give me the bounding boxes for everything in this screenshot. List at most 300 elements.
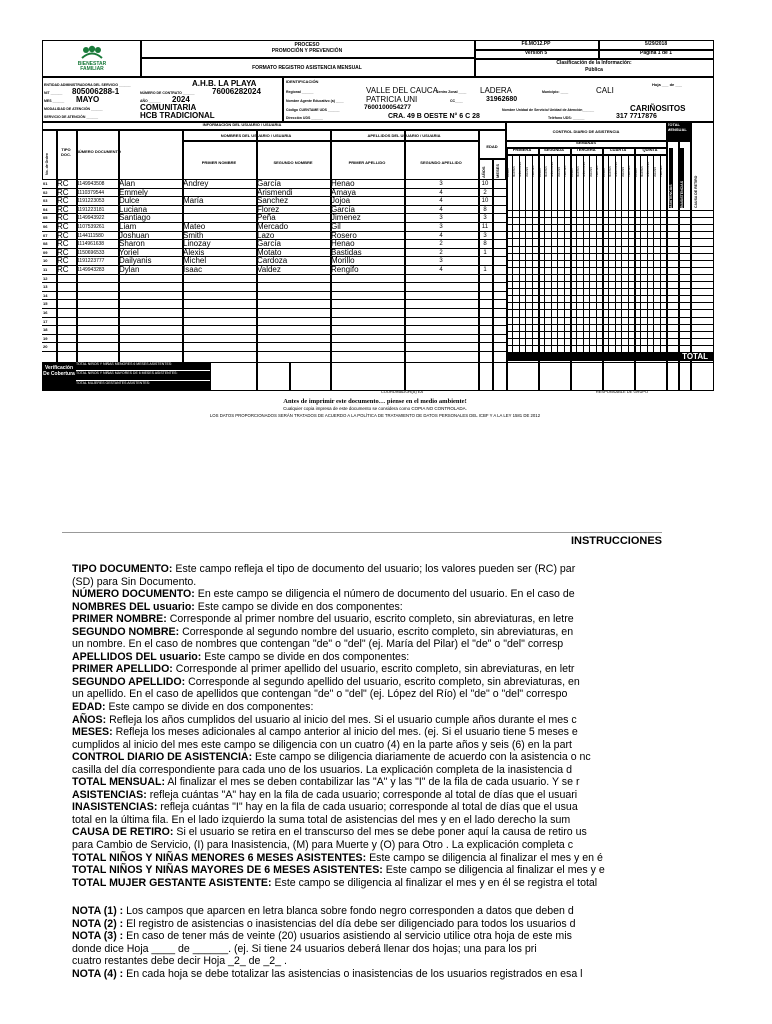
primer-nombre-cell (119, 343, 181, 352)
meses-cell (479, 318, 491, 327)
segundo-nombre-cell (183, 206, 255, 215)
eas-value: A.H.B. LA PLAYA (192, 79, 257, 88)
total-mayores: TOTAL NIÑOS Y NIÑAS MAYORES DE 6 MESES ASISTENTES: (76, 371, 210, 381)
anios-cell (405, 292, 477, 301)
day-label: JUEVES (525, 166, 529, 177)
orden-cell: 17 (43, 318, 48, 324)
primer-apellido-cell (257, 292, 329, 301)
segundo-nombre-cell (183, 326, 255, 335)
anios-cell (405, 309, 477, 318)
day-label: MIÉRCOLES (647, 161, 651, 177)
num-doc-cell: 1191223181 (77, 206, 105, 213)
day-label: MIÉRCOLES (583, 161, 587, 177)
tipo-doc-cell (57, 318, 75, 327)
meses-cell (479, 275, 491, 284)
eas-label: ENTIDAD ADMINISTRADORA DEL SERVICIO ______ (44, 83, 131, 87)
anios-cell (405, 318, 477, 327)
meses-header: MESES (495, 163, 500, 178)
primer-apellido-cell (257, 335, 329, 344)
tipo-doc-cell: RC (57, 256, 69, 266)
num-doc-cell: 1191223777 (77, 258, 105, 265)
orden-cell: 08 (43, 241, 48, 247)
table-row (42, 300, 506, 309)
primer-nombre-cell: Joshuan (119, 230, 150, 240)
orden-cell: 16 (43, 310, 48, 315)
primer-nombre-cell (119, 318, 181, 327)
servicio-label: SERVICIO DE ATENCIÓN ______ (44, 115, 99, 119)
segundo-nombre-cell (183, 275, 255, 284)
instruction-line: EDAD: Este campo se divide en dos componentes: (72, 701, 314, 714)
segundo-apellido-cell (331, 300, 403, 309)
causa-retiro-header: CAUSA DE RETIRO (694, 175, 698, 208)
anios-cell: 3 (439, 258, 443, 265)
datos-note: LOS DATOS PROPORCIONADOS SERÁN TRATADOS DE ACUERDO A LA POLÍTICA DE TRATAMIENTO DE DATOS PERSONALES DEL ICBF Y A LA LEY 1581 DE 2012 (209, 413, 541, 418)
instruction-line: CAUSA DE RETIRO: Si el usuario se retira en el transcurso del mes se debe poner aquí la causa de retiro us (72, 826, 587, 839)
primer-apellido-cell: Cardoza (257, 256, 288, 266)
codigo: F6.MO12.PP (521, 41, 551, 47)
version: Versión 5 (524, 50, 548, 56)
tipo-doc-cell: RC (57, 187, 69, 197)
day-label: JUEVES (557, 166, 561, 177)
day-label: LUNES (538, 168, 542, 177)
instruction-line: un nombre. En el caso de nombres que contengan "de" o "del" (ej. María del Pilar) el "de" o "del" corresp (72, 638, 564, 651)
primer-nombre-cell (119, 309, 181, 318)
tipo-doc-cell (57, 343, 75, 352)
day-label: VIERNES (564, 165, 568, 177)
tipo-doc-cell: RC (57, 213, 69, 223)
logo (70, 45, 114, 73)
user-table (42, 180, 506, 352)
instruction-line: NOTA (3) : En caso de tener más de veinte (20) usuarios asistiendo al servicio utilice otra hoja de este mis (72, 930, 572, 943)
ambiente-note: Antes de imprimir este documento… piense en el medio ambiente! (283, 398, 467, 405)
orden-cell: 13 (43, 284, 48, 290)
primer-nombre-cell: Luciana (119, 204, 148, 214)
instruction-line: un apellido. En el caso de apellidos que contengan "de" o "del" (ej. López del Río) el "de" o "del" correspo (72, 688, 568, 701)
day-label: VIERNES (532, 165, 536, 177)
instruction-line: AÑOS: Refleja los años cumplidos del usuario al inicio del mes. Si el usuario cumple años durante el mes c (72, 713, 577, 726)
tipo-doc-cell: RC (57, 247, 69, 257)
total-mensual-header: TOTAL MENSUAL (666, 122, 690, 142)
identificacion-label: IDENTIFICACIÓN (286, 79, 319, 84)
tipo-doc-cell: RC (57, 230, 69, 240)
nit-label: NIT ______ (44, 91, 63, 95)
instruction-line: MESES: Refleja los meses adicionales al campo anterior al inicio del mes. (ej. Si el usuario tiene 5 meses e (72, 726, 578, 739)
meses-cell: 1 (483, 267, 487, 273)
anios-cell: 4 (439, 267, 443, 273)
num-doc-cell (77, 326, 117, 335)
day-label: LUNES (634, 168, 638, 177)
meses-cell (479, 335, 491, 344)
segundo-nombre-cell (183, 335, 255, 344)
instruction-line: CONTROL DIARIO DE ASISTENCIA: Este campo se diligencia diariamente de acuerdo con la asistencia o nc (72, 751, 591, 764)
orden-cell: 01 (43, 181, 48, 186)
hoja-label: Hoja ___ de ___ (652, 82, 683, 87)
segundo-apellido-cell: Henao (331, 239, 355, 249)
day-label: MIÉRCOLES (551, 161, 555, 177)
segundo-apellido-cell (331, 309, 403, 318)
segundo-apellido-cell: Amaya (331, 187, 356, 197)
table-row (42, 309, 506, 318)
primer-apellido-cell (257, 318, 329, 327)
orden-cell: 04 (43, 206, 48, 212)
formato-title: FORMATO REGISTRO ASISTENCIA MENSUAL (252, 65, 362, 71)
primer-nombre-cell: Santiago (119, 213, 151, 223)
num-doc-cell: 1114961638 (77, 241, 105, 248)
day-label: LUNES (602, 168, 606, 177)
tipo-doc-cell: RC (57, 239, 69, 249)
num-doc-cell (77, 300, 117, 309)
meses-cell: 10 (481, 198, 489, 205)
instruction-line: NOTA (4) : En cada hoja se debe totalizar las asistencias o inasistencias de los usuarios registrados en esa l (72, 967, 583, 980)
telefono-value: 317 7717876 (616, 113, 657, 120)
cc-value: 31962680 (486, 96, 518, 103)
edad-header: EDAD (486, 144, 498, 149)
orden-cell: 07 (43, 232, 48, 238)
day-label: MIÉRCOLES (615, 161, 619, 177)
day-label: JUEVES (589, 166, 593, 177)
clasificacion: Clasificación de la Información: (556, 60, 632, 66)
orden-cell: 05 (43, 215, 48, 221)
primer-nombre-cell: Alan (119, 179, 136, 188)
segundo-apellido-cell: Henao (331, 179, 355, 188)
total-menores: TOTAL NIÑOS Y NIÑAS MENORES 6 MESES ASISTENTES: (76, 362, 210, 371)
primer-nombre-cell (119, 335, 181, 344)
day-label: MARTES (640, 166, 644, 177)
segundo-apellido-cell: Rengifo (331, 265, 359, 274)
meses-cell: 3 (483, 215, 487, 222)
instruction-line: total en la última fila. En el lado izquierdo la suma total de asistencias del mes y en el lado derecho la sum (72, 813, 571, 826)
instruction-line: APELLIDOS DEL usuario: Este campo se divide en dos componentes: (72, 650, 410, 663)
meses-cell: 8 (483, 206, 487, 213)
segundo-apellido-cell: Morillo (331, 256, 355, 266)
meses-cell (479, 300, 491, 309)
segundo-apellido-cell: Jojoa (331, 196, 351, 206)
primer-apellido-cell (257, 283, 329, 292)
orden-cell: 12 (43, 275, 48, 281)
day-label: JUEVES (653, 166, 657, 177)
instructions-list (72, 563, 772, 981)
segundo-apellido-cell (331, 275, 403, 284)
day-label: MARTES (544, 166, 548, 177)
tipo-doc-cell (57, 309, 75, 318)
primer-nombre-cell (119, 275, 181, 284)
info-usuario-header: INFORMACIÓN DEL USUARIO / USUARIA (202, 122, 282, 127)
orden-cell: 03 (43, 198, 48, 204)
num-doc-cell: 1149943922 (77, 215, 105, 222)
segundo-nombre-cell (183, 309, 255, 318)
no-orden-header: No. de Orden (45, 153, 49, 175)
semanas-label: SEMANAS (575, 140, 596, 145)
cuentame-value: 7600100054277 (364, 104, 411, 111)
segundo-apellido-cell: Bastidas (331, 247, 362, 257)
direccion-value: CRA. 49 B OESTE N° 6 C 28 (388, 113, 480, 120)
primer-apellido-cell (257, 343, 329, 352)
segundo-nombre-cell (183, 283, 255, 292)
primer-apellido-cell: Sanchez (257, 196, 289, 206)
primer-nombre-cell: Liam (119, 222, 137, 231)
nombres-header: NOMBRES DEL USUARIO / USUARIA (220, 133, 292, 138)
orden-cell: 14 (43, 292, 48, 298)
municipio-label: Municipio: ____ (542, 90, 569, 94)
primer-apellido-header: PRIMER APELLIDO (348, 160, 386, 165)
num-doc-cell (77, 335, 117, 344)
segundo-nombre-cell: Smith (183, 230, 204, 240)
segundo-nombre-cell (183, 318, 255, 327)
num-doc-cell (77, 309, 117, 318)
anios-cell (405, 343, 477, 352)
copia-note: Cualquier copia impresa de este documento se considera como COPIA NO CONTROLADA. (283, 406, 467, 411)
orden-cell: 06 (43, 224, 48, 229)
zonal-value: LADERA (480, 86, 513, 95)
tipo-doc-cell: RC (57, 196, 69, 206)
week-label: CUARTA (609, 147, 627, 152)
agente-label: Nombre Agente Educativo (a) ____ (286, 99, 344, 103)
primer-nombre-cell: Dailyanis (119, 256, 152, 266)
responsable-signature: RESPONSABLE DE GRUPO (595, 389, 649, 394)
orden-cell: 15 (43, 301, 48, 307)
instruction-line: NOTA (1) : Los campos que aparcen en letra blanca sobre fondo negro corresponden a datos que deben d (72, 905, 574, 918)
num-doc-cell (77, 275, 117, 284)
tipo-doc-cell (57, 300, 75, 309)
num-doc-cell (77, 292, 117, 301)
primer-apellido-cell: García (257, 239, 282, 249)
instruction-line: NOMBRES DEL usuario: Este campo se divide en dos componentes: (72, 600, 403, 613)
num-doc-cell: 1150696533 (77, 249, 105, 256)
num-doc-cell: 1144111580 (77, 232, 104, 239)
instruction-line: TOTAL MENSUAL: Al finalizar el mes se deben contabilizar las "A" y las "I" de la fila de cada usuario. Y se r (72, 776, 580, 789)
tipo-doc-cell: RC (57, 222, 69, 231)
table-row (42, 283, 506, 292)
tipo-doc-cell: RC (57, 204, 69, 214)
anios-cell (405, 300, 477, 309)
num-doc-cell (77, 343, 117, 352)
num-doc-header: NÚMERO DOCUMENTO (76, 149, 122, 154)
logo-text: BIENESTAR FAMILIAR (77, 60, 107, 73)
instruction-line: PRIMER NOMBRE: Corresponde al primer nombre del usuario, escrito completo, sin abreviaturas, en letre (72, 613, 574, 626)
instructions-panel (62, 532, 662, 1024)
tipo-doc-cell (57, 326, 75, 335)
segundo-apellido-cell (331, 318, 403, 327)
meses-cell (479, 292, 491, 301)
segundo-nombre-cell (183, 300, 255, 309)
tipo-doc-cell (57, 275, 75, 284)
anios-cell (405, 335, 477, 344)
verificacion-cobertura: Verificación De Cobertura (42, 362, 76, 391)
instruction-line: (SD) para Sin Documento. (72, 575, 197, 588)
nit-value: 805006288-1 (72, 87, 120, 96)
table-row (42, 326, 506, 335)
instruction-line: INASISTENCIAS: refleja cuántas "I" hay en la fila de cada usuario; corresponde al total de días que el usua (72, 801, 578, 814)
inasistencias-header: INASISTENCIAS (680, 148, 684, 208)
primer-apellido-cell (257, 275, 329, 284)
primer-apellido-cell: Peña (257, 213, 276, 223)
instruction-line: TOTAL NIÑOS Y NIÑAS MAYORES DE 6 MESES ASISTENTES: Este campo se diligencia al finalizar el mes y e (72, 864, 605, 877)
segundo-nombre-cell: Andrey (183, 179, 209, 188)
instruction-line: TOTAL MUJER GESTANTE ASISTENTE: Este campo se diligencia al finalizar el mes y en él se registra el total (72, 876, 598, 889)
instruction-line: TIPO DOCUMENTO: Este campo refleja el tipo de documento del usuario; los valores pueden ser (RC) par (72, 563, 576, 575)
num-doc-cell (77, 318, 117, 327)
meses-cell (479, 326, 491, 335)
anios-cell: 2 (439, 249, 443, 256)
anios-cell (405, 326, 477, 335)
tipo-doc-cell (57, 335, 75, 344)
primer-apellido-cell (257, 309, 329, 318)
primer-apellido-cell (257, 300, 329, 309)
segundo-nombre-cell: María (183, 196, 204, 206)
segundo-nombre-cell: Alexis (183, 247, 205, 257)
table-row (42, 343, 506, 352)
day-label: MARTES (576, 166, 580, 177)
primer-apellido-cell (257, 326, 329, 335)
total-row: TOTAL (506, 352, 714, 361)
anio-value: 2024 (172, 95, 190, 104)
contrato-value: 76006282024 (212, 87, 261, 96)
orden-cell: 10 (43, 258, 48, 264)
asistencias-header: ASISTENCIAS (669, 148, 673, 208)
primer-nombre-cell (119, 326, 181, 335)
instruction-line: cuatro restantes debe decir Hoja _2_ de _2_ . (72, 955, 287, 968)
primer-apellido-cell: Lazo (257, 230, 275, 240)
instruction-line: ASISTENCIAS: refleja cuántas "A" hay en la fila de cada usuario; corresponde al total de días que el usuari (72, 788, 578, 801)
regional-value: VALLE DEL CAUCA (366, 86, 439, 95)
primer-nombre-cell: Sharon (119, 239, 145, 249)
apellidos-header: APELLIDOS DEL USUARIO / USUARIA (367, 133, 441, 138)
orden-cell: 20 (43, 344, 48, 350)
agente-value: PATRICIA UNI (366, 95, 418, 104)
tipo-doc-cell (57, 292, 75, 301)
num-doc-cell: 1110379544 (77, 189, 105, 196)
segundo-nombre-cell (183, 343, 255, 352)
segundo-apellido-cell (331, 343, 403, 352)
logo-icon (80, 45, 104, 59)
primer-nombre-cell (119, 292, 181, 301)
primer-apellido-cell: García (257, 179, 282, 188)
municipio-value: CALI (596, 86, 614, 95)
anios-cell: 4 (439, 206, 443, 213)
instruction-line: casilla del día correspondiente para cada uno de los usuarios. La explicación completa de la inasistencia d (72, 763, 572, 776)
segundo-nombre-cell: Mateo (183, 222, 206, 231)
orden-cell: 11 (43, 267, 48, 272)
orden-cell: 19 (43, 335, 48, 341)
week-label: PRIMERA (512, 147, 532, 152)
tipo-doc-header: TIPO DOC. (61, 147, 71, 157)
segundo-apellido-cell (331, 292, 403, 301)
meses-cell (479, 257, 491, 266)
pagina: Página 1 de 1 (640, 50, 672, 56)
day-label: VIERNES (660, 165, 664, 177)
primer-nombre-cell (119, 283, 181, 292)
day-label: MARTES (512, 166, 516, 177)
direccion-label: Dirección UDS ______ (286, 116, 323, 120)
control-title: CONTROL DIARIO DE ASISTENCIA (552, 129, 620, 134)
meses-cell: 2 (483, 189, 487, 196)
meses-cell: 8 (483, 241, 487, 248)
num-doc-cell: 1149943283 (77, 267, 105, 273)
primer-nombre-cell (119, 300, 181, 309)
segundo-apellido-header: SEGUNDO APELLIDO (420, 160, 462, 165)
num-doc-cell (77, 283, 117, 292)
contrato-label: NÚMERO DE CONTRATO ______ (140, 91, 195, 95)
tipo-doc-cell (57, 283, 75, 292)
instruction-line: NÚMERO DOCUMENTO: En este campo se diligencia el número de documento del usuario. En el caso de (72, 588, 575, 601)
meses-cell (479, 309, 491, 318)
meses-cell: 3 (483, 232, 487, 239)
day-label: VIERNES (596, 165, 600, 177)
primer-nombre-cell: Dulce (119, 196, 140, 206)
coordinador-signature: COORDINADOR(A) EA (380, 389, 424, 394)
instructions-title: INSTRUCCIONES (570, 535, 662, 547)
segundo-nombre-cell (183, 292, 255, 301)
instruction-line: para Cambio de Servicio, (I) para Inasistencia, (M) para Muerte y (O) para Otro . La explicación completa c (72, 839, 574, 852)
anios-cell: 4 (439, 198, 443, 205)
segundo-nombre-cell: Linozay (183, 239, 211, 249)
instruction-line: TOTAL NIÑOS Y NIÑAS MENORES 6 MESES ASISTENTES: Este campo se diligencia al finalizar el mes y en é (72, 851, 603, 864)
meses-cell: 11 (481, 224, 489, 230)
anios-cell: 4 (439, 232, 443, 239)
anios-cell: 3 (439, 224, 443, 230)
anios-cell: 2 (439, 241, 443, 248)
servicio-value: HCB TRADICIONAL (140, 111, 215, 120)
orden-cell: 18 (43, 327, 48, 333)
meses-cell: 10 (481, 181, 489, 187)
day-label: MIÉRCOLES (519, 161, 523, 177)
primer-nombre-cell: Yoriel (119, 247, 139, 257)
anios-cell (405, 275, 477, 284)
meses-cell: 1 (483, 249, 487, 256)
telefono-label: Teléfono UDS: ______ (548, 116, 585, 120)
day-label: LUNES (506, 168, 510, 177)
proceso-label: PROCESO (294, 42, 320, 48)
day-label: VIERNES (628, 165, 632, 177)
attendance-form (42, 40, 728, 395)
promocion-label: PROMOCIÓN Y PREVENCIÓN (271, 48, 343, 54)
anio-label: AÑO ______ (140, 99, 161, 103)
segundo-apellido-cell (331, 326, 403, 335)
day-label: MARTES (608, 166, 612, 177)
instruction-line: PRIMER APELLIDO: Corresponde al primer apellido del usuario, escrito completo, sin abreviaturas, en letr (72, 663, 575, 676)
cc-label: CC____ (450, 99, 463, 103)
cuentame-label: Código CUENTAME UDS ______ (286, 108, 340, 112)
primer-nombre-cell: Dylan (119, 265, 140, 274)
orden-cell: 02 (43, 189, 48, 195)
orden-cell: 09 (43, 249, 48, 255)
segundo-apellido-cell: Gil (331, 222, 341, 231)
clasificacion-valor: Pública (585, 67, 603, 73)
segundo-apellido-cell: Rosero (331, 230, 357, 240)
day-label: LUNES (570, 168, 574, 177)
primer-nombre-header: PRIMER NOMBRE (201, 160, 237, 165)
week-label: SEGUNDA (543, 147, 564, 152)
anios-cell: 4 (439, 189, 443, 196)
tipo-doc-cell: RC (57, 179, 69, 188)
segundo-apellido-cell (331, 283, 403, 292)
anios-cell (405, 283, 477, 292)
num-doc-cell: 1191223053 (77, 198, 105, 205)
fecha: 5/29/2018 (644, 41, 668, 47)
modalidad-label: MODALIDAD DE ATENCIÓN ______ (44, 107, 103, 111)
table-row (42, 318, 506, 327)
primer-nombre-cell: Emmely (119, 187, 148, 197)
segundo-apellido-cell (331, 335, 403, 344)
week-label: TERCERA (576, 147, 596, 152)
num-doc-cell: 1107539261 (77, 224, 105, 230)
table-row (42, 223, 506, 232)
table-row (42, 266, 506, 275)
instruction-line: cumplidos al inicio del mes este campo se diligencia con un cuatro (4) en la parte años y seis (6) en la part (72, 738, 572, 751)
primer-apellido-cell: Motato (257, 247, 282, 257)
segundo-apellido-cell: Jimenez (331, 213, 361, 223)
week-label: QUINTA (642, 147, 658, 152)
